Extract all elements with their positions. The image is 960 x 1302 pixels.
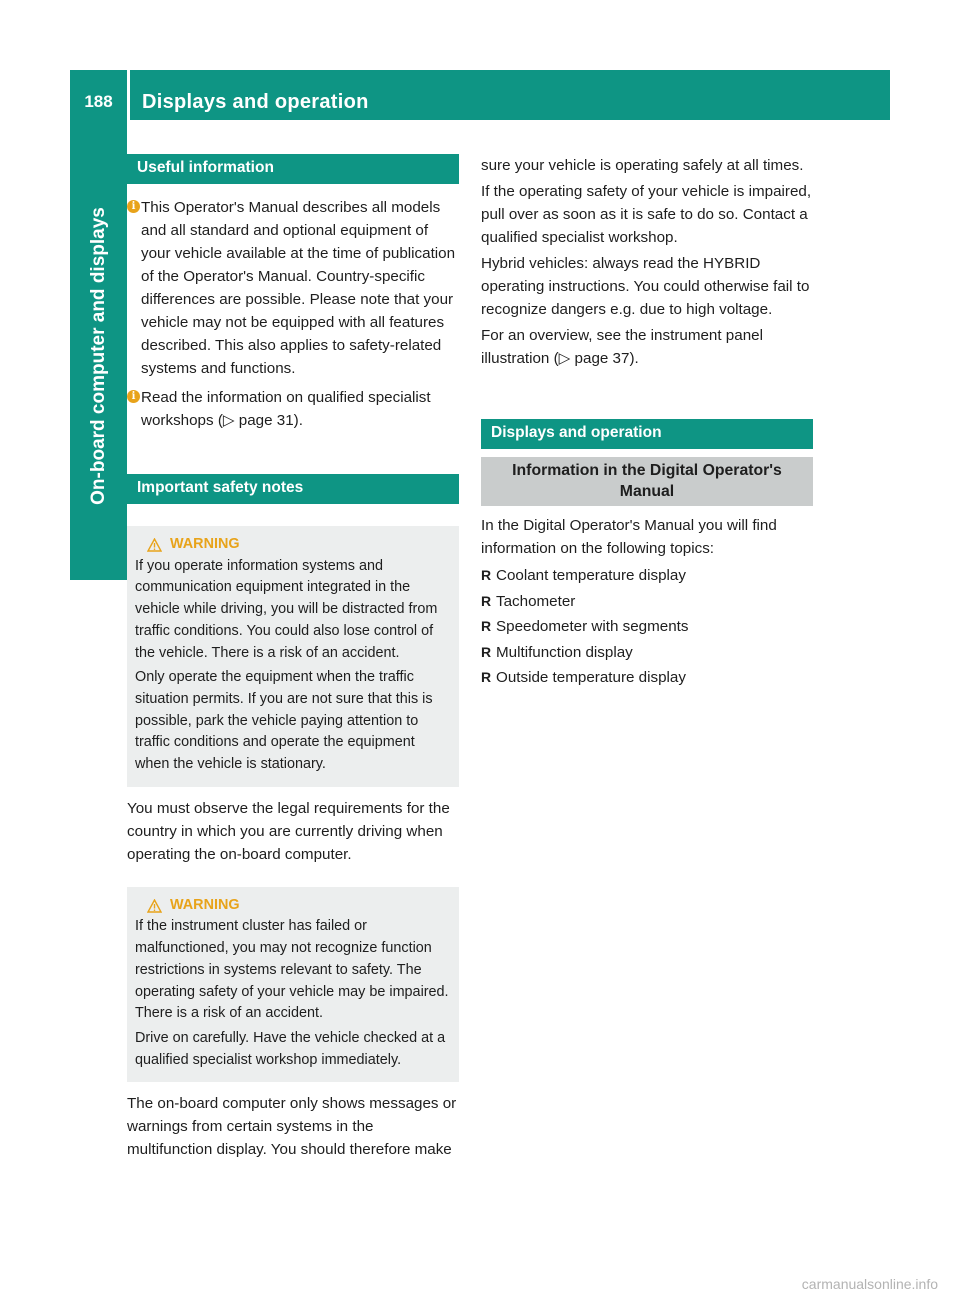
- info-icon: i: [127, 390, 140, 403]
- useful-information-heading: Useful information: [127, 154, 459, 184]
- info-note: [127, 196, 459, 380]
- bullet-mark: R: [481, 592, 492, 609]
- header-separator: [127, 70, 130, 120]
- list-item: [481, 614, 813, 640]
- right-column: [481, 154, 813, 691]
- warning-text: Drive on carefully. Have the vehicle checked at a qualified specialist workshop immediately.: [135, 1029, 446, 1068]
- bullet-mark: R: [481, 669, 492, 685]
- list-item: [481, 589, 813, 615]
- bullet-mark: R: [481, 618, 492, 634]
- info-icon: i: [127, 200, 140, 213]
- list-item-text: Coolant temperature display: [496, 567, 686, 584]
- list-item-text: Speedometer with segments: [496, 618, 689, 635]
- body-paragraph: If the operating safety of your vehicle is impaired, pull over as soon as it is safe to do so. Contact a qualified specialist workshop.: [481, 183, 812, 246]
- list-item-text: Outside temperature display: [496, 669, 686, 686]
- topic-list: [481, 563, 813, 691]
- warning-box: [127, 887, 459, 1083]
- info-note: [127, 386, 459, 432]
- page-number: 188: [84, 92, 113, 111]
- list-item: [481, 665, 813, 691]
- warning-triangle-icon: [147, 538, 162, 552]
- info-text: This Operator's Manual describes all models and all standard and optional equipment of your vehicle available at the time of publication of the Operator's Manual. Country-specific differences are possible. Please note that your vehicle may not be equipped with all features described. This also applies to safety-related systems and functions.: [141, 199, 456, 377]
- info-text: Read the information on qualified specialist workshops (▷ page 31).: [141, 389, 431, 429]
- side-tab: [70, 120, 127, 580]
- body-paragraph: sure your vehicle is operating safely at all times.: [481, 157, 804, 174]
- body-paragraph: The on-board computer only shows messages or warnings from certain systems in the multifunction display. You should therefore make: [127, 1095, 457, 1159]
- warning-box: [127, 526, 459, 787]
- body-paragraph: For an overview, see the instrument panel illustration (▷ page 37).: [481, 327, 763, 367]
- body-paragraph: You must observe the legal requirements for the country in which you are currently driving when operating the on-board computer.: [127, 799, 450, 863]
- page-header: [70, 70, 890, 120]
- list-item: [481, 640, 813, 666]
- warning-text: Only operate the equipment when the traffic situation permits. If you are not sure that this is possible, park the vehicle paying attention to traffic conditions and operate the equipment when the vehicle is stationary.: [135, 669, 433, 773]
- watermark: carmanualsonline.info: [801, 1276, 938, 1292]
- list-item: [481, 563, 813, 589]
- bullet-mark: R: [481, 643, 492, 660]
- warning-text: If you operate information systems and communication equipment integrated in the vehicle while driving, you will be distracted from traffic conditions. You could also lose control of the vehicle. There is a risk of an accident.: [135, 557, 438, 661]
- warning-text: If the instrument cluster has failed or malfunctioned, you may not recognize function restrictions in systems relevant to safety. The operating safety of your vehicle may be impaired. There is a risk of an accident.: [135, 918, 449, 1022]
- warning-title: WARNING: [135, 534, 451, 556]
- digital-manual-subheading: Information in the Digital Operator's Manual: [481, 457, 813, 506]
- warning-triangle-icon: [147, 899, 162, 913]
- left-column: [127, 154, 459, 1164]
- bullet-mark: R: [481, 567, 492, 583]
- list-item-text: Multifunction display: [496, 643, 633, 661]
- list-item-text: Tachometer: [496, 592, 576, 610]
- safety-notes-heading: Important safety notes: [127, 474, 459, 504]
- displays-operation-heading: Displays and operation: [481, 419, 813, 449]
- body-paragraph: In the Digital Operator's Manual you will find information on the following topics:: [481, 517, 777, 557]
- warning-title: WARNING: [135, 895, 451, 917]
- body-paragraph: Hybrid vehicles: always read the HYBRID operating instructions. You could otherwise fail to recognize dangers e.g. due to high voltage.: [481, 255, 810, 318]
- header-title: Displays and operation: [142, 91, 369, 113]
- side-tab-label: On-board computer and displays: [87, 207, 109, 505]
